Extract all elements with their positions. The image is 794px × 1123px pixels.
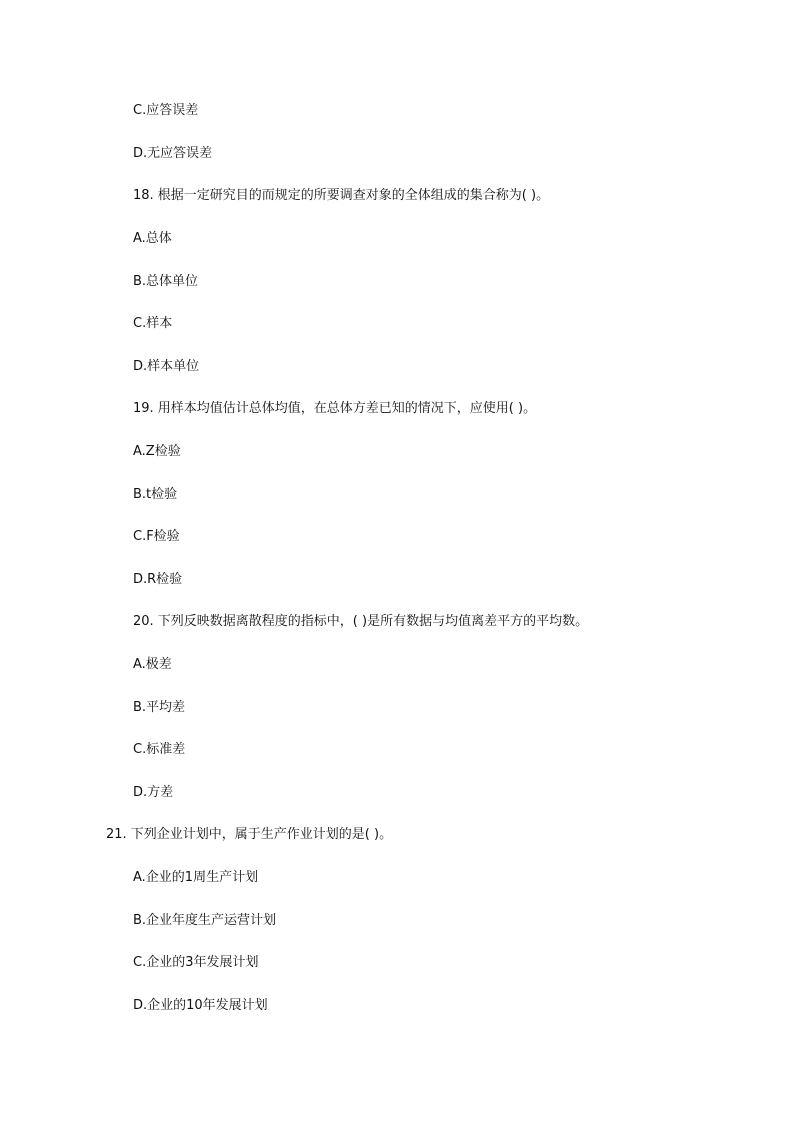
option-21-b: B.企业年度生产运营计划 bbox=[133, 913, 277, 928]
option-19-a: A.Z检验 bbox=[133, 444, 181, 459]
option-17-d: D.无应答误差 bbox=[133, 146, 213, 161]
option-20-d: D.方差 bbox=[133, 785, 174, 800]
option-17-c: C.应答误差 bbox=[133, 103, 199, 118]
option-19-c: C.F检验 bbox=[133, 529, 180, 544]
option-21-c: C.企业的3年发展计划 bbox=[133, 955, 259, 970]
option-18-c: C.样本 bbox=[133, 316, 173, 331]
option-20-b: B.平均差 bbox=[133, 700, 186, 715]
option-18-d: D.样本单位 bbox=[133, 359, 200, 374]
option-19-b: B.t检验 bbox=[133, 487, 178, 502]
question-19-stem: 19. 用样本均值估计总体均值，在总体方差已知的情况下，应使用( )。 bbox=[133, 401, 537, 416]
option-18-b: B.总体单位 bbox=[133, 274, 199, 289]
question-20-stem: 20. 下列反映数据离散程度的指标中，( )是所有数据与均值离差平方的平均数。 bbox=[133, 614, 589, 629]
option-20-c: C.标准差 bbox=[133, 742, 186, 757]
option-19-d: D.R检验 bbox=[133, 572, 183, 587]
option-20-a: A.极差 bbox=[133, 657, 172, 672]
option-18-a: A.总体 bbox=[133, 231, 172, 246]
question-18-stem: 18. 根据一定研究目的而规定的所要调查对象的全体组成的集合称为( )。 bbox=[133, 188, 550, 203]
option-21-d: D.企业的10年发展计划 bbox=[133, 998, 268, 1013]
question-21-stem: 21. 下列企业计划中，属于生产作业计划的是( )。 bbox=[106, 827, 393, 842]
option-21-a: A.企业的1周生产计划 bbox=[133, 870, 259, 885]
